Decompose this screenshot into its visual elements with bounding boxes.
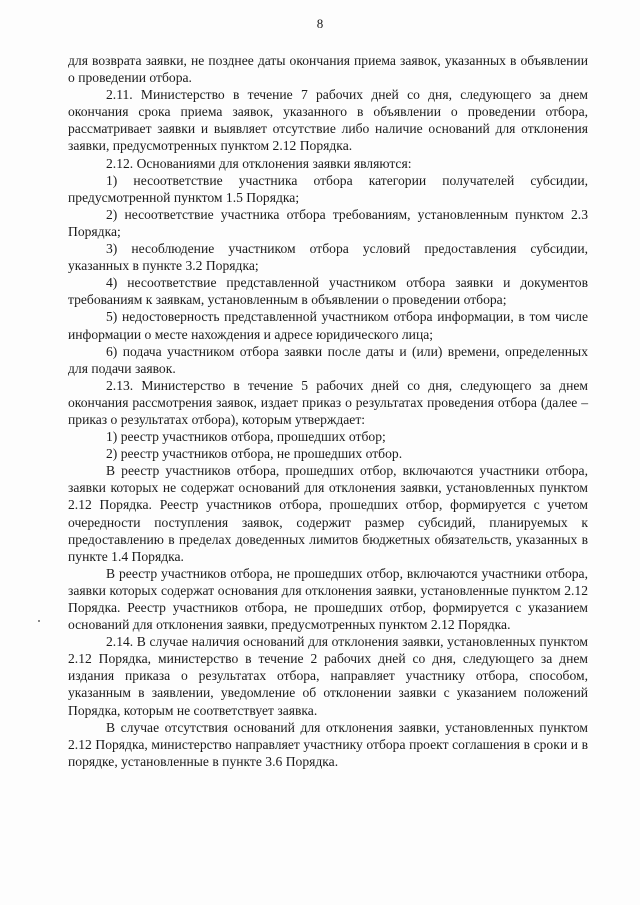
paragraph: 4) несоответствие представленной участником отбора заявки и документов требованиям к заявкам, установленным в объявлении о проведении отбора; [68, 275, 588, 308]
paragraph: 2.12. Основаниями для отклонения заявки являются: [106, 155, 412, 171]
page-number: 8 [316, 16, 324, 31]
paragraph: 6) подача участником отбора заявки после даты и (или) времени, определенных для подачи заявок. [68, 343, 588, 376]
paragraph: для возврата заявки, не позднее даты окончания приема заявок, указанных в объявлении о проведении отбора. [68, 53, 588, 86]
paragraph: 2.14. В случае наличия оснований для отклонения заявки, установленных пунктом 2.12 Порядка, министерство в течение 2 рабочих дней со дня, следующего за днем издания приказа о результатах отбора, направляет участнику отбора, способом, указанным в заявлении, уведомление об отклонении заявки с указанием положений Порядка, которым не соответствует заявка. [68, 634, 588, 718]
paragraph: 2) несоответствие участника отбора требованиям, установленным пунктом 2.3 Порядка; [68, 206, 588, 239]
paragraph: 1) несоответствие участника отбора категории получателей субсидии, предусмотренной пунктом 1.5 Порядка; [68, 172, 588, 205]
paragraph: 3) несоблюдение участником отбора условий предоставления субсидии, указанных в пункте 3.2 Порядка; [68, 241, 588, 274]
paragraph: 2) реестр участников отбора, не прошедших отбор. [106, 446, 403, 462]
paragraph: В реестр участников отбора, не прошедших отбор, включаются участники отбора, заявки которых содержат основания для отклонения заявки, установленные пунктом 2.12 Порядка. Реестр участников отбора, не прошедших отбор, формируется с указанием оснований для отклонения заявки, предусмотренных пунктом 2.12 Порядка. [68, 565, 588, 633]
paragraph: В случае отсутствия оснований для отклонения заявки, установленных пунктом 2.12 Порядка, министерство направляет участнику отбора проект соглашения в сроки и в порядке, установленные в пункте 3.6 Порядка. [68, 719, 588, 769]
paragraph: 2.13. Министерство в течение 5 рабочих дней со дня, следующего за днем окончания рассмотрения заявок, издает приказ о результатах проведения отбора (далее – приказ о результатах отбора), которым утверждает: [68, 377, 588, 427]
document-body [68, 52, 588, 770]
paragraph: 2.11. Министерство в течение 7 рабочих дней со дня, следующего за днем окончания срока приема заявок, указанного в объявлении о проведении отбора, рассматривает заявки и выявляет отсутствие либо наличие оснований для отклонения заявки, предусмотренных пунктом 2.12 Порядка. [68, 87, 588, 154]
scan-speck [38, 620, 40, 622]
paragraph: 5) недостоверность представленной участником отбора информации, в том числе информации о месте нахождения и адресе юридического лица; [68, 309, 588, 342]
paragraph: 1) реестр участников отбора, прошедших отбор; [106, 429, 386, 445]
paragraph: В реестр участников отбора, прошедших отбор, включаются участники отбора, заявки которых не содержат оснований для отклонения заявки, установленных пунктом 2.12 Порядка. Реестр участников отбора, прошедших отбор, формируется с учетом очередности поступления заявок, содержит размер субсидий, планируемых к предоставлению в пределах доведенных лимитов бюджетных обязательств, указанных в пункте 1.4 Порядка. [68, 463, 588, 564]
